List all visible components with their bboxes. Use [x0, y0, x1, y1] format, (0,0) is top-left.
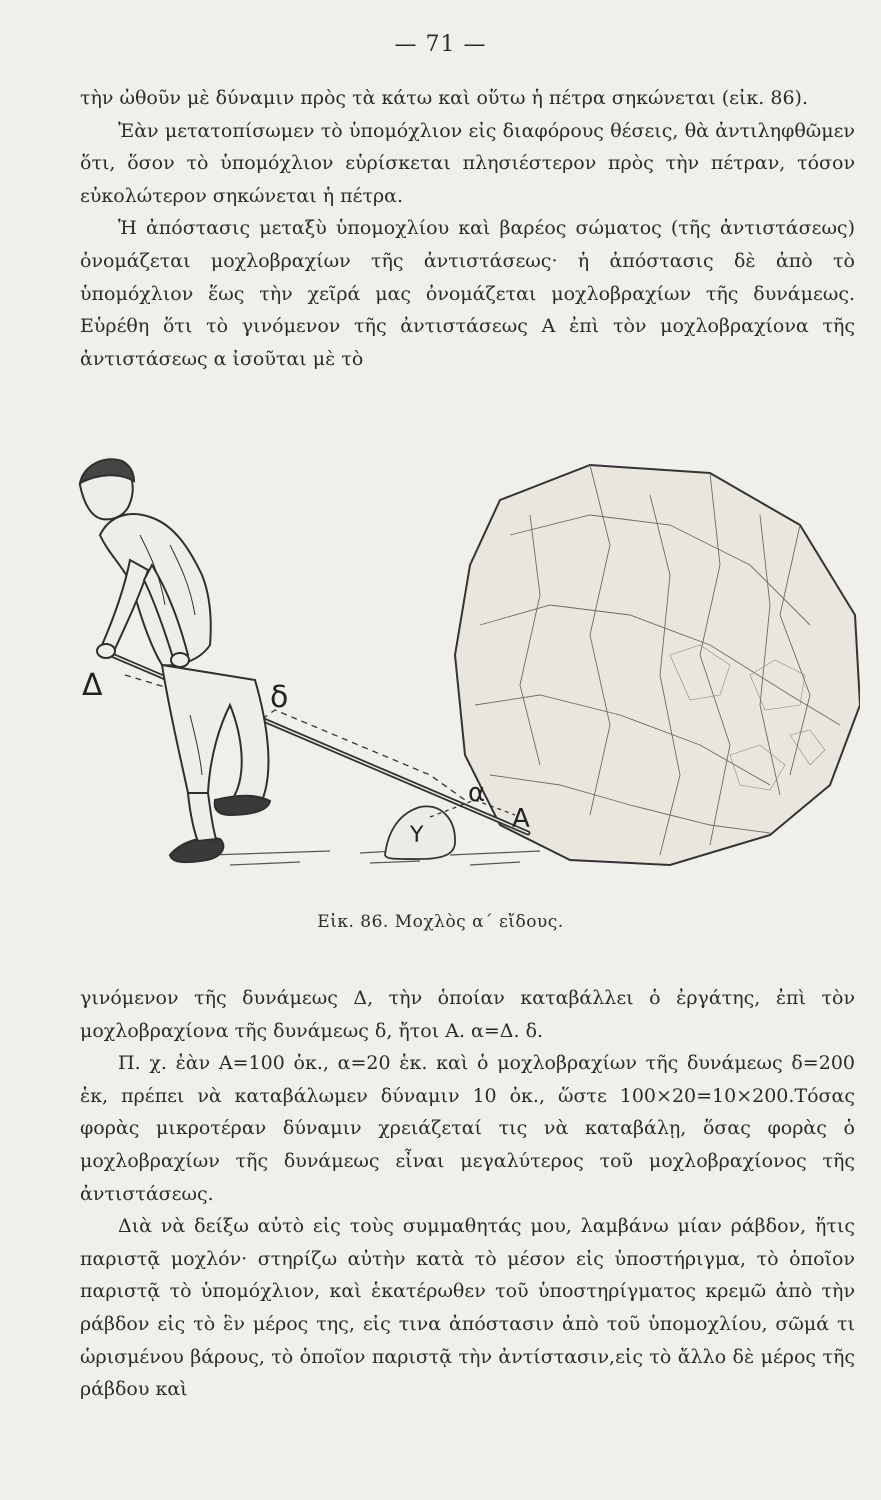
top-text-block: [80, 82, 855, 375]
paragraph: Ἡ ἀπόστασις μεταξὺ ὑπομοχλίου καὶ βαρέος σώματος (τῆς ἀντιστάσεως) ὀνομάζεται μοχλοβραχίων τῆς ἀντιστάσεως· ἡ ἀπόστασις δὲ ἀπὸ τὸ ὑπομόχλιον ἕως τὴν χεῖρά μας ὀνομάζεται μοχλοβραχίων τῆς δυνάμεως. Εὑρέθη ὅτι τὸ γινόμενον τῆς ἀντιστάσεως Α ἐπὶ τὸν μοχλοβραχίονα τῆς ἀντιστάσεως α ἰσοῦται μὲ τὸ: [80, 217, 855, 370]
bottom-text-block: [80, 982, 855, 1406]
label-resistance-arm: α: [468, 778, 486, 808]
paragraph: Π. χ. ἐὰν Α=100 ὀκ., α=20 ἑκ. καὶ ὁ μοχλοβραχίων τῆς δυνάμεως δ=200 ἑκ, πρέπει νὰ καταβάλωμεν δύναμιν 10 ὀκ., ὥστε 100×20=10×200.Τόσας φορὰς μικροτέραν δύναμιν χρειάζεταί τις νὰ καταβάλῃ, ὅσας φορὰς ὁ μοχλοβραχίων τῆς δυνάμεως εἶναι μεγαλύτερος τοῦ μοχλοβραχίονος τῆς ἀντιστάσεως.: [80, 1052, 855, 1205]
figure-caption: Εἰκ. 86. Μοχλὸς α΄ εἴδους.: [317, 912, 564, 932]
label-force-arm: δ: [270, 680, 289, 715]
page-number: — 71 —: [394, 32, 487, 57]
paragraph: Ἐὰν μετατοπίσωμεν τὸ ὑπομόχλιον εἰς διαφόρους θέσεις, θὰ ἀντιληφθῶμεν ὅτι, ὅσον τὸ ὑπομόχλιον εὑρίσκεται πλησιέστερον πρὸς τὴν πέτραν, τόσον εὐκολώτερον σηκώνεται ἡ πέτρα.: [80, 119, 855, 207]
lever-illustration: [70, 455, 860, 895]
paragraph: τὴν ὠθοῦν μὲ δύναμιν πρὸς τὰ κάτω καὶ οὕτω ἡ πέτρα σηκώνεται (εἰκ. 86).: [80, 87, 809, 109]
paragraph: γινόμενον τῆς δυνάμεως Δ, τὴν ὁποίαν καταβάλλει ὁ ἐργάτης, ἐπὶ τὸν μοχλοβραχίονα τῆς δυνάμεως δ, ἤτοι Α. α=Δ. δ.: [80, 987, 855, 1042]
label-resistance: Α: [512, 804, 530, 834]
label-force: Δ: [82, 668, 103, 703]
label-fulcrum: Υ: [410, 823, 424, 848]
worker-figure: [80, 459, 270, 862]
paragraph: Διὰ νὰ δείξω αὐτὸ εἰς τοὺς συμμαθητάς μου, λαμβάνω μίαν ράβδον, ἥτις παριστᾷ μοχλόν· στηρίζω αὐτὴν κατὰ τὸ μέσον εἰς ὑποστήριγμα, τὸ ὁποῖον παριστᾷ τὸ ὑπομόχλιον, καὶ ἑκατέρωθεν τοῦ ὑποστηρίγματος κρεμῶ ἀπὸ τὴν ράβδον εἰς τὸ ἓν μέρος της, εἰς τινα ἀπόστασιν ἀπὸ τοῦ ὑπομοχλίου, σῶμά τι ὡρισμένου βάρους, τὸ ὁποῖον παριστᾷ τὴν ἀντίστασιν,εἰς τὸ ἄλλο δὲ μέρος τῆς ράβδου καὶ: [80, 1215, 855, 1401]
